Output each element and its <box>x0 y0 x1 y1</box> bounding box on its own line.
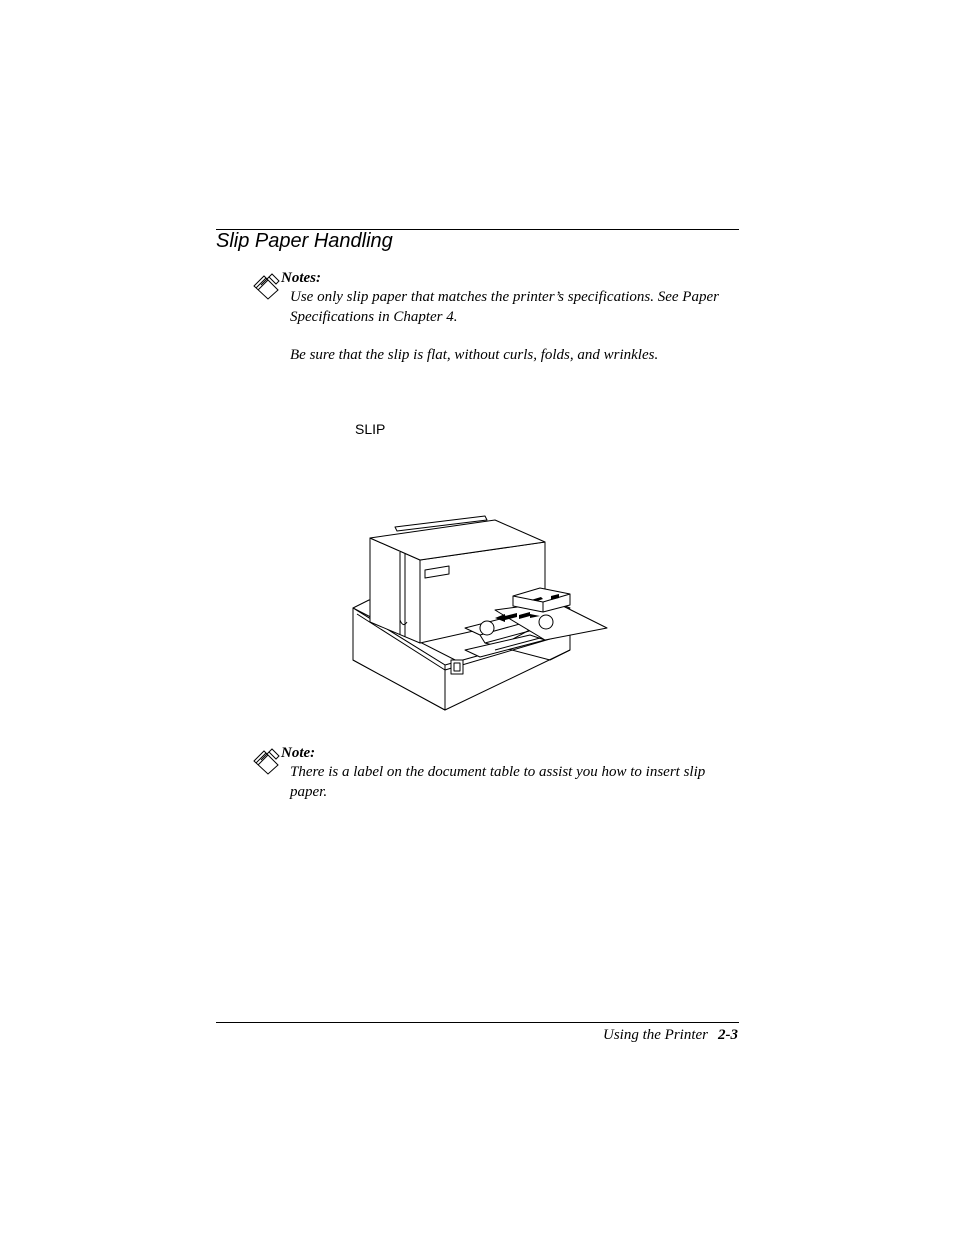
page-footer <box>603 1025 738 1045</box>
printer-slip-insertion-illustration <box>345 510 615 715</box>
note-heading: Note: <box>281 745 316 761</box>
pencil-note-icon <box>252 272 280 300</box>
footer-page-number: 2-3 <box>718 1027 738 1043</box>
pencil-note-icon <box>252 747 280 775</box>
section-title: Slip Paper Handling <box>216 230 393 252</box>
note-paragraph-specifications: Use only slip paper that matches the printer’s specifications. See Paper Specifications in Chapter 4. <box>290 289 719 325</box>
note-paragraph-document-table-label: There is a label on the document table to assist you how to insert slip paper. <box>290 764 706 800</box>
slip-label: SLIP <box>355 421 386 437</box>
footer-chapter-title: Using the Printer <box>603 1027 708 1043</box>
footer-rule <box>216 1022 739 1023</box>
notes-heading: Notes: <box>281 270 321 286</box>
note-paragraph-flat-slip: Be sure that the slip is flat, without curls, folds, and wrinkles. <box>290 347 659 363</box>
